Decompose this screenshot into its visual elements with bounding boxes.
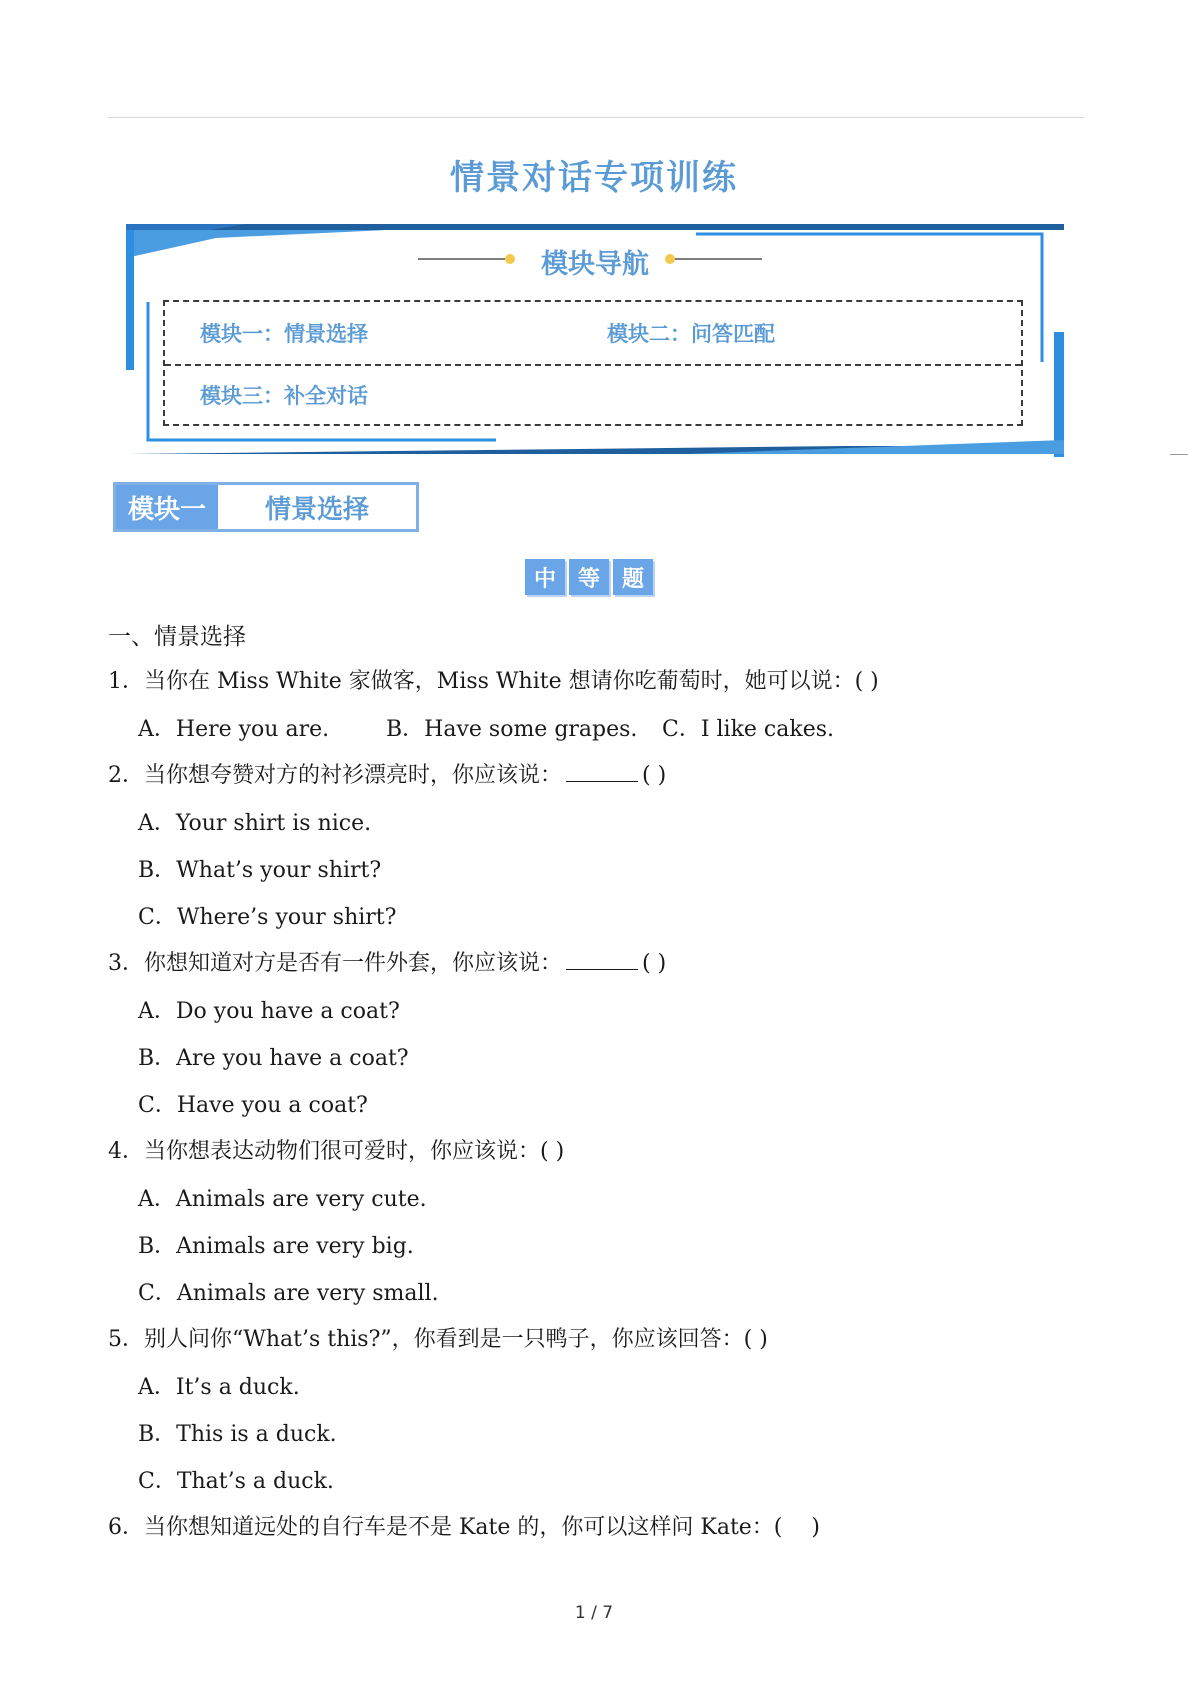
question-3-option-c[interactable]: C．Have you a coat? [138, 1093, 368, 1118]
question-1-options [138, 712, 834, 743]
margin-mark [1170, 454, 1188, 455]
question-2-bracket: ( ) [642, 763, 667, 788]
top-rule [108, 117, 1084, 118]
module-tab [113, 482, 419, 532]
nav-row-divider [165, 364, 1021, 366]
difficulty-char: 题 [613, 559, 653, 595]
answer-blank[interactable] [566, 951, 638, 970]
question-2 [108, 758, 666, 789]
question-1-option-b[interactable]: B．Have some grapes. [386, 717, 638, 742]
question-3-bracket: ( ) [642, 951, 667, 976]
question-3-stem: 3．你想知道对方是否有一件外套，你应该说： [108, 951, 562, 976]
difficulty-char: 中 [525, 559, 565, 595]
page-title: 情景对话专项训练 [450, 158, 738, 198]
nav-item-module-1[interactable]: 模块一：情景选择 [200, 322, 368, 346]
answer-blank[interactable] [566, 763, 638, 782]
question-4-option-b[interactable]: B．Animals are very big. [138, 1234, 414, 1259]
page-number: 1 / 7 [574, 1603, 614, 1623]
question-5-option-b[interactable]: B．This is a duck. [138, 1422, 337, 1447]
question-2-option-a[interactable]: A．Your shirt is nice. [138, 811, 372, 836]
question-2-stem: 2．当你想夸赞对方的衬衫漂亮时，你应该说： [108, 763, 562, 788]
difficulty-char: 等 [569, 559, 609, 595]
question-5-option-a[interactable]: A．It’s a duck. [138, 1375, 300, 1400]
difficulty-badge [525, 559, 653, 595]
nav-heading: 模块导航 [541, 249, 649, 280]
question-5: 5．别人问你“What’s this?”，你看到是一只鸭子，你应该回答：( ) [108, 1327, 768, 1352]
question-3 [108, 946, 666, 977]
question-4-option-c[interactable]: C．Animals are very small. [138, 1281, 439, 1306]
question-2-option-b[interactable]: B．What’s your shirt? [138, 858, 382, 883]
question-5-option-c[interactable]: C．That’s a duck. [138, 1469, 334, 1494]
question-3-option-b[interactable]: B．Are you have a coat? [138, 1046, 409, 1071]
question-1-option-a[interactable]: A．Here you are. [138, 717, 330, 742]
module-tab-name: 情景选择 [264, 494, 369, 525]
nav-item-module-3[interactable]: 模块三：补全对话 [200, 384, 368, 408]
question-2-option-c[interactable]: C．Where’s your shirt? [138, 905, 397, 930]
question-1-option-c[interactable]: C．I like cakes. [662, 717, 835, 742]
section-title: 一、情景选择 [108, 624, 246, 650]
module-tab-number: 模块一 [116, 485, 218, 529]
nav-item-module-2[interactable]: 模块二：问答匹配 [607, 322, 775, 346]
question-1: 1．当你在 Miss White 家做客，Miss White 想请你吃葡萄时，她可以说：( ) [108, 669, 879, 694]
question-3-option-a[interactable]: A．Do you have a coat? [138, 999, 400, 1024]
question-6: 6．当你想知道远处的自行车是不是 Kate 的，你可以这样问 Kate：( ) [108, 1515, 820, 1540]
nav-items-box [163, 300, 1023, 426]
question-4-option-a[interactable]: A．Animals are very cute. [138, 1187, 427, 1212]
module-navigation-panel [126, 222, 1064, 457]
question-4: 4．当你想表达动物们很可爱时，你应该说：( ) [108, 1139, 565, 1164]
